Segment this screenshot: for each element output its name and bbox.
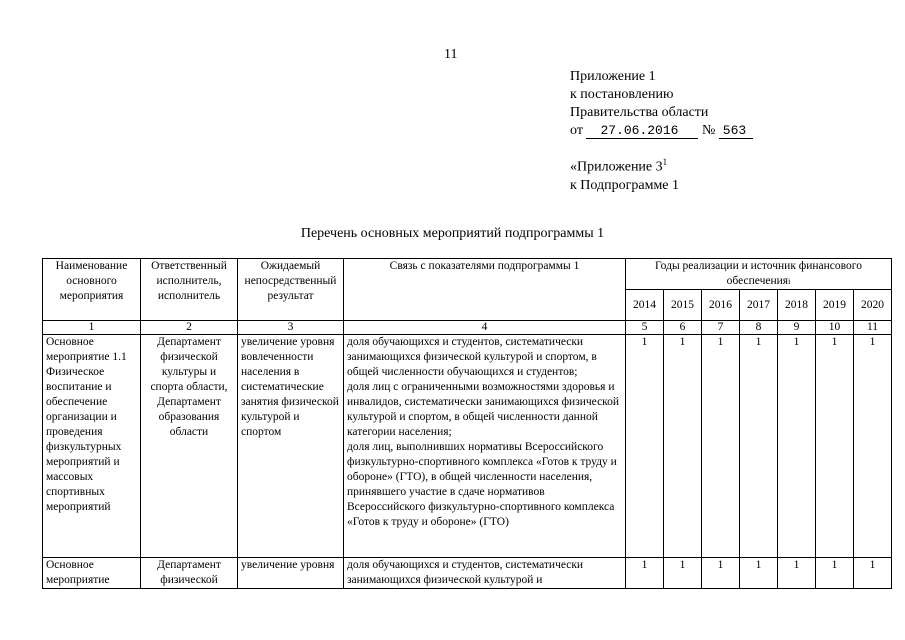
column-number: 10 xyxy=(816,321,854,335)
appendix-date-line xyxy=(570,122,753,140)
reference-title: «Приложение 3 xyxy=(570,159,663,175)
appendix-line-1: Приложение 1 xyxy=(570,69,656,84)
table-row xyxy=(43,335,892,558)
row-name: Основное мероприятие 1.1 Физическое воспитание и обеспечение организации и проведения физкультурных мероприятий и массовых спортивных мероприятий xyxy=(43,335,141,558)
year-2016: 2016 xyxy=(702,290,740,321)
row-value: 1 xyxy=(778,335,816,558)
reference-block xyxy=(570,153,679,195)
row-value: 1 xyxy=(816,335,854,558)
column-number: 4 xyxy=(344,321,626,335)
row-value: 1 xyxy=(702,558,740,589)
row-value: 1 xyxy=(626,558,664,589)
row-name: Основное мероприятие xyxy=(43,558,141,589)
header-years-footnote: i xyxy=(788,277,791,286)
reference-superscript: 1 xyxy=(662,157,668,167)
year-2014: 2014 xyxy=(626,290,664,321)
header-result: Ожидаемый непосредственный результат xyxy=(238,259,344,321)
header-row xyxy=(43,259,892,290)
row-result: увеличение уровня xyxy=(238,558,344,589)
row-value: 1 xyxy=(626,335,664,558)
appendix-number: 563 xyxy=(719,123,753,139)
row-value: 1 xyxy=(740,335,778,558)
column-number: 5 xyxy=(626,321,664,335)
column-number: 6 xyxy=(664,321,702,335)
year-2020: 2020 xyxy=(854,290,892,321)
row-value: 1 xyxy=(816,558,854,589)
row-indicators: доля обучающихся и студентов, систематически занимающихся физической культурой и xyxy=(344,558,626,589)
column-number: 11 xyxy=(854,321,892,335)
column-number: 9 xyxy=(778,321,816,335)
column-number: 8 xyxy=(740,321,778,335)
appendix-date: 27.06.2016 xyxy=(586,123,698,139)
row-executor: Департамент физической культуры и спорта области, Департамент образования области xyxy=(141,335,238,558)
row-value: 1 xyxy=(664,558,702,589)
date-prefix: от xyxy=(570,123,583,138)
header-executor: Ответственный исполнитель, исполнитель xyxy=(141,259,238,321)
header-years-group xyxy=(626,259,892,290)
table-row xyxy=(43,558,892,589)
row-value: 1 xyxy=(664,335,702,558)
header-years-group-text: Годы реализации и источник финансового обеспечения xyxy=(655,260,862,287)
number-sign: № xyxy=(701,123,716,138)
row-result: увеличение уровня вовлеченности населения в систематические занятия физической культурой и спортом xyxy=(238,335,344,558)
row-value: 1 xyxy=(702,335,740,558)
reference-line-2: к Подпрограмме 1 xyxy=(570,177,680,193)
year-2018: 2018 xyxy=(778,290,816,321)
document-title: Перечень основных мероприятий подпрограммы 1 xyxy=(300,226,605,241)
column-number: 3 xyxy=(238,321,344,335)
year-2015: 2015 xyxy=(664,290,702,321)
page-number: 11 xyxy=(444,47,458,62)
measures-table xyxy=(42,258,892,589)
header-indicators: Связь с показателями подпрограммы 1 xyxy=(344,259,626,321)
column-number: 1 xyxy=(43,321,141,335)
row-indicators: доля обучающихся и студентов, систематически занимающихся физической культурой и спортом, в общей численности обучающихся и студентов; доля лиц с ограниченными возможностями здоровья и инвалидов, систематически занимающихся физической культурой и спортом, в общей численности данной категории населения; доля лиц, выполнивших нормативы Всероссийского физкультурно-спортивного комплекса «Готов к труду и обороне» (ГТО), в общей численности населения, принявшего участие в сдаче нормативов Всероссийского физкультурно-спортивного комплекса «Готов к труду и обороне» (ГТО) xyxy=(344,335,626,558)
appendix-line-2: к постановлению xyxy=(570,87,674,102)
appendix-block xyxy=(570,68,753,140)
column-number: 2 xyxy=(141,321,238,335)
row-executor: Департамент физической xyxy=(141,558,238,589)
year-2017: 2017 xyxy=(740,290,778,321)
row-value: 1 xyxy=(778,558,816,589)
row-value: 1 xyxy=(854,558,892,589)
row-value: 1 xyxy=(854,335,892,558)
row-value: 1 xyxy=(740,558,778,589)
year-2019: 2019 xyxy=(816,290,854,321)
header-name: Наименование основного мероприятия xyxy=(43,259,141,321)
appendix-line-3: Правительства области xyxy=(570,105,709,120)
reference-line-1 xyxy=(570,153,679,177)
column-number: 7 xyxy=(702,321,740,335)
column-number-row xyxy=(43,321,892,335)
